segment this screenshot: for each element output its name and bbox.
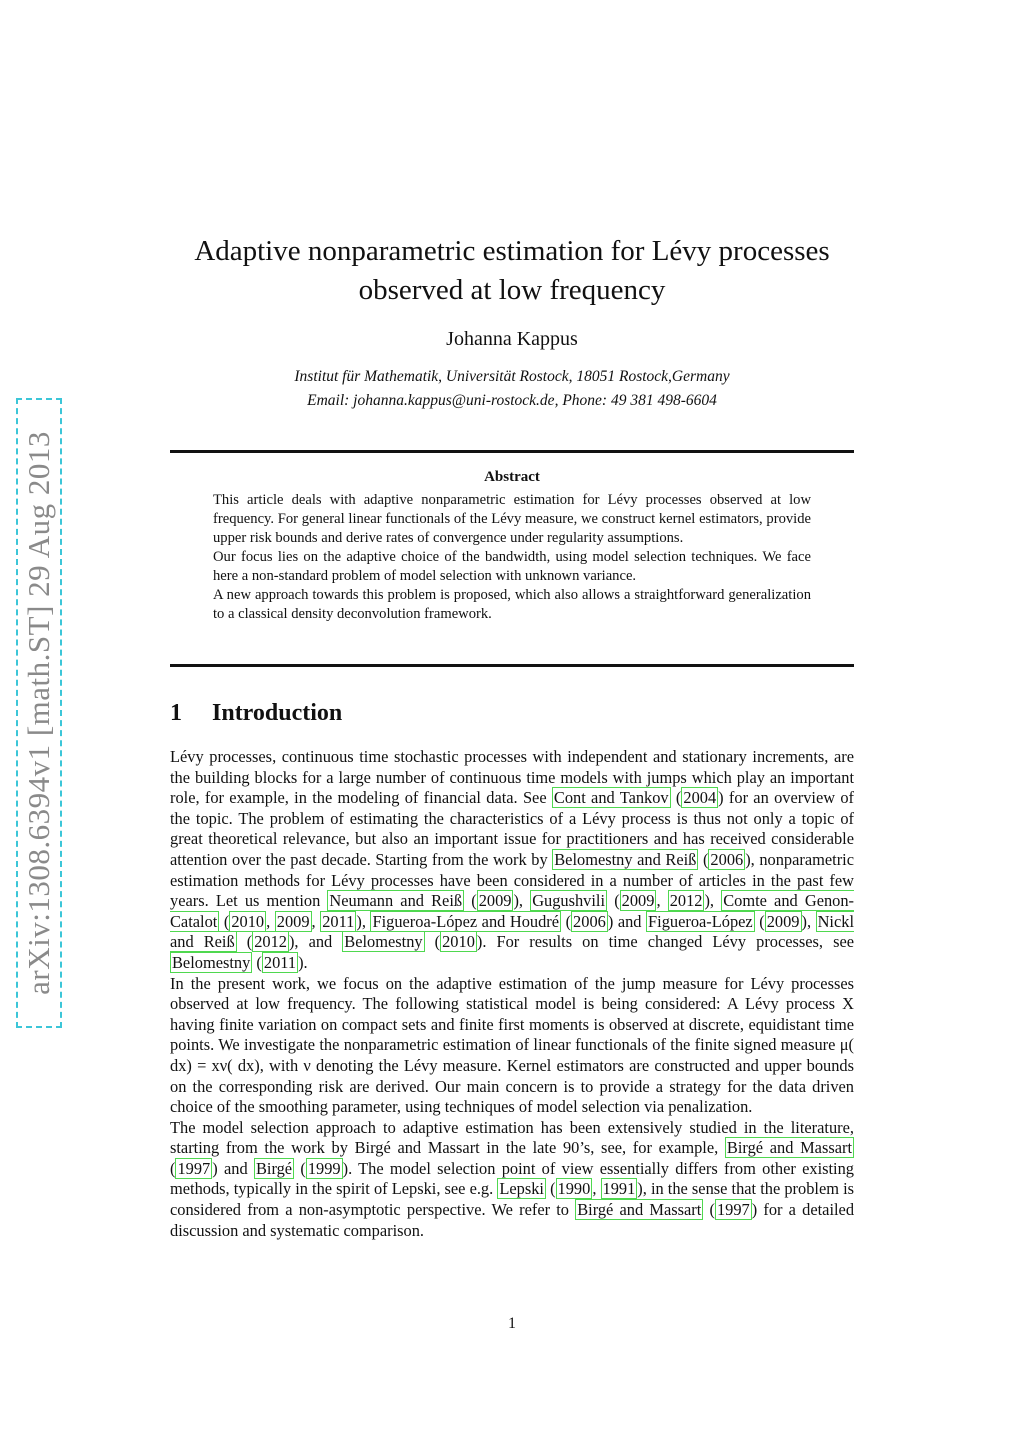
author-name: Johanna Kappus (446, 328, 578, 350)
abstract-paragraph: This article deals with adaptive nonparametric estimation for Lévy processes observed at low frequency. For general linear functionals of the Lévy measure, we construct kernel estimators, provide upper risk bounds and derive rates of convergence under regularity assumptions. (213, 492, 811, 546)
text: ( (607, 891, 620, 911)
text: ), (513, 891, 531, 911)
text: ), (356, 911, 371, 931)
text: ). (298, 952, 308, 972)
citation-link[interactable]: Neumann and Reiß (329, 891, 463, 911)
text: ( (464, 891, 477, 911)
text: ), (704, 891, 722, 911)
abstract-paragraph: A new approach towards this problem is proposed, which also allows a straightforward generalization to a classical density deconvolution framework. (213, 587, 811, 622)
citation-link[interactable]: Nickl and Reiß (170, 911, 855, 952)
citation-year-link[interactable]: 2004 (683, 788, 717, 808)
text: ), (801, 911, 816, 931)
abstract-heading: Abstract (484, 469, 540, 485)
citation-year-link[interactable]: 2010 (231, 911, 265, 931)
paragraph-3 (170, 1118, 854, 1242)
citation-link[interactable]: Figueroa-López (648, 911, 753, 931)
title-line-1: Adaptive nonparametric estimation for Lévy processes (194, 235, 830, 267)
text: ( (561, 911, 572, 931)
text: ) and (607, 911, 647, 931)
title-line-2: observed at low frequency (358, 274, 666, 306)
text: ( (545, 1179, 556, 1199)
citation-year-link[interactable]: 2010 (442, 932, 475, 952)
text: ( (219, 911, 230, 931)
page-number: 1 (508, 1315, 516, 1332)
abstract-body (213, 491, 811, 624)
citation-year-link[interactable]: 1997 (177, 1158, 211, 1178)
rule-top (170, 450, 854, 453)
text: , (592, 1179, 601, 1199)
citation-year-link[interactable]: 2012 (254, 932, 287, 952)
text: ( (294, 1158, 306, 1178)
text: The model selection approach to adaptive estimation has been extensively studied in the literature, starting from the work by Birgé and Massart in the late 90’s, see, for example, (170, 1117, 854, 1158)
text: ( (703, 1200, 715, 1220)
citation-link[interactable]: Belomestny (344, 932, 423, 952)
text: ), and (288, 932, 343, 952)
text: ( (236, 932, 253, 952)
text: ) for an overview of the topic. The problem of estimating the characteristics of a Lévy process is thus not only a topic of great theoretical relevance, but also an important issue for practitioners and has received considerable attention over the past decade. Starting from the work by (170, 788, 854, 869)
citation-year-link[interactable]: 2009 (478, 891, 512, 911)
citation-link[interactable]: Birgé and Massart (577, 1200, 702, 1220)
text: ) and (212, 1158, 254, 1178)
citation-link[interactable]: Birgé and Massart (726, 1138, 853, 1158)
text: ( (252, 952, 262, 972)
text: , (266, 911, 275, 931)
section-number: 1 (170, 700, 182, 726)
text: Lévy processes, continuous time stochastic processes with independent and stationary increments, are the building blocks for a large number of continuous time models with jumps which play an important role, for example, in the modeling of financial data. See (170, 747, 854, 808)
citation-year-link[interactable]: 2006 (710, 849, 744, 869)
introduction-body (170, 747, 854, 1241)
citation-link[interactable]: Comte and Genon-Catalot (170, 891, 855, 931)
paragraph-2: In the present work, we focus on the adaptive estimation of the jump measure for Lévy processes observed at low frequency. The following statistical model is being considered: A Lévy process X having finite variation on compact sets and finite first moments is observed at discrete, equidistant time points. We investigate the nonparametric estimation of linear functionals of the finite signed measure μ( dx) = xν( dx), with ν denoting the Lévy measure. Kernel estimators are constructed and upper bounds on the corresponding risk are derived. Our main concern is to provide a strategy for the data driven choice of the smoothing parameter, using techniques of model selection via penalization. (170, 973, 854, 1117)
section-heading (170, 700, 342, 727)
citation-year-link[interactable]: 2011 (322, 911, 355, 931)
citation-link[interactable]: Gugushvili (532, 891, 606, 911)
citation-year-link[interactable]: 2012 (669, 891, 703, 911)
citation-link[interactable]: Figueroa-López and Houdré (372, 911, 560, 931)
text: ( (698, 849, 709, 869)
text: , (311, 911, 321, 931)
paragraph-1 (170, 747, 854, 974)
arxiv-stamp[interactable] (16, 398, 62, 1028)
citation-link[interactable]: Belomestny and Reiß (554, 849, 697, 869)
citation-year-link[interactable]: 1999 (307, 1158, 341, 1178)
citation-year-link[interactable]: 1997 (716, 1200, 750, 1220)
citation-year-link[interactable]: 2009 (276, 911, 310, 931)
citation-link[interactable]: Birgé (255, 1158, 293, 1178)
citation-year-link[interactable]: 2006 (573, 911, 606, 931)
contact-info: Email: johanna.kappus@uni-rostock.de, Phone: 49 381 498-6604 (307, 392, 717, 409)
citation-year-link[interactable]: 1991 (602, 1179, 636, 1199)
abstract-paragraph: Our focus lies on the adaptive choice of the bandwidth, using model selection techniques. We face here a non-standard problem of model selection with unknown variance. (213, 549, 811, 584)
section-title: Introduction (212, 700, 343, 726)
text: ( (670, 788, 682, 808)
text: ) for a detailed discussion and systematic comparison. (170, 1200, 855, 1240)
citation-year-link[interactable]: 2011 (263, 952, 297, 972)
citation-year-link[interactable]: 2009 (621, 891, 655, 911)
citation-link[interactable]: Cont and Tankov (553, 788, 669, 808)
rule-bottom (170, 664, 854, 667)
text: ). The model selection point of view essentially differs from other existing methods, typically in the spirit of Lepski, see e.g. (170, 1158, 855, 1199)
text: ( (754, 911, 765, 931)
text: ), nonparametric estimation methods for Lévy processes have been considered in a number of articles in the past few years. Let us mention (170, 849, 855, 911)
text: ( (424, 932, 441, 952)
citation-year-link[interactable]: 1990 (557, 1179, 591, 1199)
arxiv-id: arXiv:1308.6394v1 [math.ST] 29 Aug 2013 (21, 431, 56, 995)
affiliation: Institut für Mathematik, Universität Rostock, 18051 Rostock,Germany (294, 368, 730, 385)
citation-link[interactable]: Lepski (499, 1179, 544, 1199)
text: ). For results on time changed Lévy processes, see (476, 932, 854, 952)
text: ), in the sense that the problem is considered from a non-asymptotic perspective. We refer to (170, 1179, 854, 1220)
citation-year-link[interactable]: 2009 (766, 911, 800, 931)
citation-link[interactable]: Belomestny (172, 952, 251, 972)
text: , (656, 891, 668, 911)
text: ( (170, 1158, 176, 1178)
paper-title (170, 232, 854, 310)
